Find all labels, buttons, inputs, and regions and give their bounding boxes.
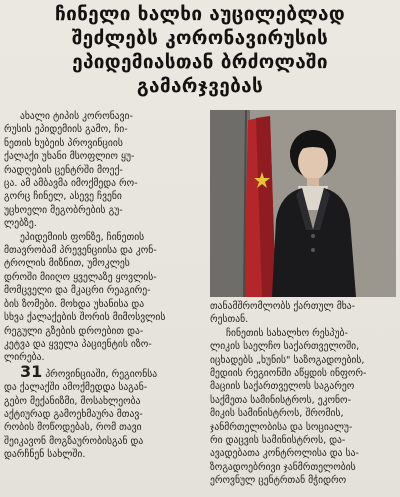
portrait-illustration bbox=[210, 110, 396, 297]
text-line: ნეთის ხუბეის პროვინციის bbox=[4, 137, 123, 149]
text-line: სხვა ქალაქების შორის მიმოსვლის bbox=[4, 312, 166, 324]
text-line: დარჩნენ სახლში. bbox=[4, 449, 86, 461]
text-line: კეტვა და ყველა პაციენტის იზო- bbox=[4, 338, 152, 350]
text-line: მთავრობამ პრევენციისა და კონ- bbox=[4, 245, 157, 257]
text-line: ავადებათა კონტროლისა და სა- bbox=[210, 448, 359, 460]
text-line: ლებზე. bbox=[4, 218, 37, 230]
text-line: ტროლის მიზნით, უმოკლეს bbox=[4, 258, 130, 270]
text-line: ბის ზომები. მოხდა უხანისა და bbox=[4, 298, 145, 310]
text-line: რობის მოწოდებას, რომ თავი bbox=[4, 422, 142, 434]
text-line: რი დაცვის სამინისტროს, და- bbox=[210, 435, 346, 447]
text-line bbox=[4, 365, 204, 381]
article-column-right bbox=[210, 300, 398, 488]
text-line: გორც ჩინელ, ასევე ჩვენი bbox=[4, 191, 122, 203]
headline-line-3: ეპიდემიასთან ბრძოლაში bbox=[72, 51, 328, 73]
text-line: მედიის რეგიონში აწყდის ინფორ- bbox=[210, 368, 367, 380]
text-line: ჩინეთის სახალხო რესპუბ- bbox=[226, 327, 348, 339]
text-line: ლირება. bbox=[4, 352, 45, 364]
article-column-left bbox=[4, 110, 204, 462]
text-line: გებო მექანიზმი, მოსახლეობა bbox=[4, 395, 141, 407]
text-line: შეიკავონ მოგზაურობისგან და bbox=[4, 435, 144, 447]
text-line: საქმეთა სამინისტროს, ეკონო- bbox=[210, 394, 352, 406]
text-line: მიკის სამინისტროს, შრომის, bbox=[210, 408, 344, 420]
text-line: ლიკის საელჩო საქართველოში, bbox=[210, 341, 360, 353]
text-line: ჯანმრთელობისა და სოციალუ- bbox=[210, 421, 353, 433]
text-line: რეგული გზების დროებით და- bbox=[4, 325, 144, 337]
text-line-rest: პროვინციაში, რეგიონსა bbox=[42, 368, 158, 380]
text-line: ახალი ტიპის კორონავი- bbox=[20, 111, 133, 122]
text-line: და ქალაქში ამოქმედდა საგან- bbox=[4, 382, 148, 394]
text-line: ზოგადოებრივი ჯანმრთელობის bbox=[210, 461, 356, 473]
text-line: აქტიურად გამოეხმაურა მთავ- bbox=[4, 408, 143, 420]
text-line: ცა. ამ ამბავმა იმოქმედა რო- bbox=[4, 178, 138, 190]
text-line: ეროვნულ ცენტრთან მჭიდრო bbox=[210, 475, 347, 487]
article-headline bbox=[4, 2, 396, 98]
headline-line-1: ჩინელი ხალხი აუცილებლად bbox=[54, 3, 346, 25]
text-line: მომცველი და მკაცრი რეაგირე- bbox=[4, 285, 151, 297]
text-line: უცხოელი მეგობრების გუ- bbox=[4, 204, 123, 216]
text-line: ქალაქი უხანი მსოფლიო ყუ- bbox=[4, 151, 135, 163]
text-line: თანამშრომლობს ქართულ მხა- bbox=[210, 301, 356, 312]
text-line: ეპიდემიის ფონზე, ჩინეთის bbox=[20, 231, 145, 243]
headline-line-4: გამარჯვებას bbox=[136, 75, 264, 97]
text-line: რუსის ეპიდემიის გამო, ჩი- bbox=[4, 124, 128, 136]
text-line: იცხადებს „ხუნის" საზოგადოების, bbox=[210, 354, 365, 366]
headline-line-2: შეძლებს კორონავირუსის bbox=[71, 27, 329, 49]
dropcap-number: 31 bbox=[20, 364, 43, 381]
text-line: მაციის საქართველოს საგარეო bbox=[210, 381, 355, 393]
text-line: რადღების ცენტრში მოექ- bbox=[4, 164, 123, 176]
text-line: რესთან. bbox=[210, 314, 249, 326]
text-line: დროში მიიღო ყველაზე ყოვლის- bbox=[4, 271, 157, 283]
article-photo bbox=[210, 110, 396, 297]
